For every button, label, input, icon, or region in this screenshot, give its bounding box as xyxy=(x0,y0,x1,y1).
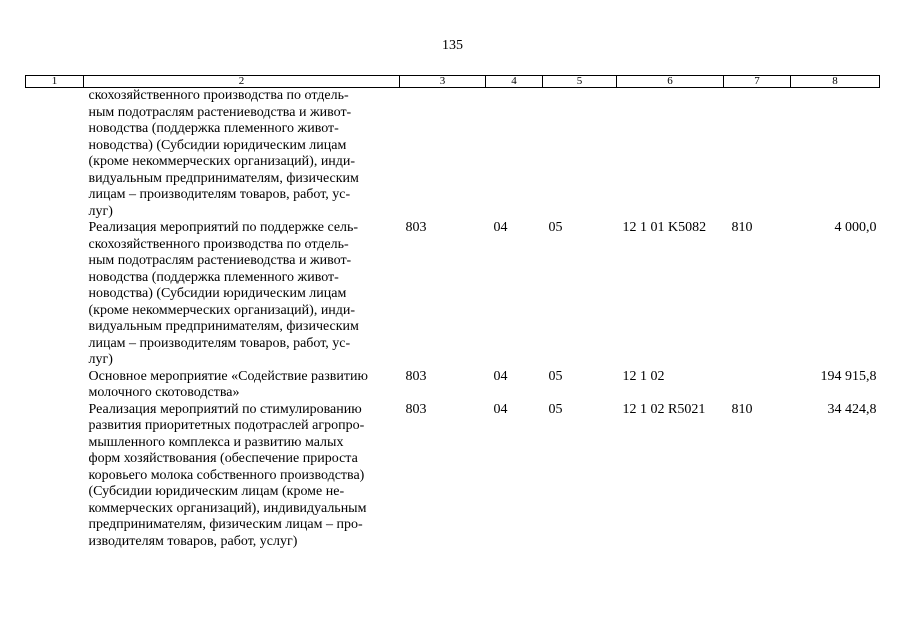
table-row xyxy=(26,369,880,402)
amount-cell: 4 000,0 xyxy=(834,220,877,235)
column-header-3: 3 xyxy=(400,76,486,88)
row-number-cell xyxy=(26,88,84,221)
subsection-code-cell: 05 xyxy=(548,368,563,384)
column-header-6: 6 xyxy=(617,76,724,88)
subsection-code-cell xyxy=(543,88,617,221)
column-header-4: 4 xyxy=(486,76,543,88)
dept-code-cell: 803 xyxy=(405,401,427,417)
dept-code-cell: 803 xyxy=(405,220,427,235)
table-row xyxy=(26,402,880,551)
column-header-1: 1 xyxy=(26,76,84,88)
budget-table xyxy=(25,75,880,550)
column-header-7: 7 xyxy=(724,76,791,88)
table-row xyxy=(26,220,880,369)
subsection-code-cell: 05 xyxy=(548,401,563,417)
description-text: Реализация мероприятий по поддержке сель- скохозяйственного производства по отдель- ным подотраслям растениеводства и живот- новодства (поддержка племенного живот- новодства) (Субсидии юридическим лицам (кроме некоммерческих организаций), инди- видуальным предпринимателям, физическим лицам – производителям товаров, работ, ус- луг) xyxy=(88,220,359,367)
target-article-cell xyxy=(617,88,724,221)
expense-type-cell: 810 xyxy=(731,220,753,235)
subsection-code-cell: 05 xyxy=(548,220,563,235)
expense-type-cell xyxy=(724,88,791,221)
description-text: Реализация мероприятий по стимулированию развития приоритетных подотраслей агропро- мышленного комплекса и развитию малых форм хозяйствования (обеспечение прироста коровьего молока собственного производства) (Субсидии юридическим лицам (кроме не- коммерческих организаций), индивидуальным предпринимателям, физическим лицам – про- изводителям товаров, работ, услуг) xyxy=(88,401,367,549)
expense-type-cell: 810 xyxy=(731,401,753,417)
description-cell xyxy=(84,88,400,221)
section-code-cell: 04 xyxy=(493,368,508,384)
description-text: Основное мероприятие «Содействие развитию молочного скотоводства» xyxy=(88,368,368,400)
section-code-cell xyxy=(486,88,543,221)
table-row xyxy=(26,88,880,221)
amount-cell: 34 424,8 xyxy=(827,401,877,417)
expense-type-cell xyxy=(724,369,791,402)
row-number-cell xyxy=(26,369,84,402)
target-article-cell: 12 1 02 xyxy=(622,368,665,384)
column-header-2: 2 xyxy=(84,76,400,88)
description-cell xyxy=(84,402,400,551)
dept-code-cell: 803 xyxy=(405,368,427,384)
description-cell xyxy=(84,220,400,369)
page-number: 135 xyxy=(442,38,463,53)
target-article-cell: 12 1 01 K5082 xyxy=(622,220,707,235)
description-cell xyxy=(84,369,400,402)
dept-code-cell xyxy=(400,88,486,221)
row-number-cell xyxy=(26,220,84,369)
section-code-cell: 04 xyxy=(493,401,508,417)
column-header-5: 5 xyxy=(543,76,617,88)
amount-cell xyxy=(791,88,880,221)
description-text: скохозяйственного производства по отдель- ным подотраслям растениеводства и живот- новодства (поддержка племенного живот- новодства) (Субсидии юридическим лицам (кроме некоммерческих организаций), инди- видуальным предпринимателям, физическим лицам – производителям товаров, работ, ус- луг) xyxy=(88,88,359,219)
column-header-8: 8 xyxy=(791,76,880,88)
amount-cell: 194 915,8 xyxy=(820,368,877,384)
column-number-header-row xyxy=(26,76,880,88)
section-code-cell: 04 xyxy=(493,220,508,235)
row-number-cell xyxy=(26,402,84,551)
target-article-cell: 12 1 02 R5021 xyxy=(622,401,706,417)
